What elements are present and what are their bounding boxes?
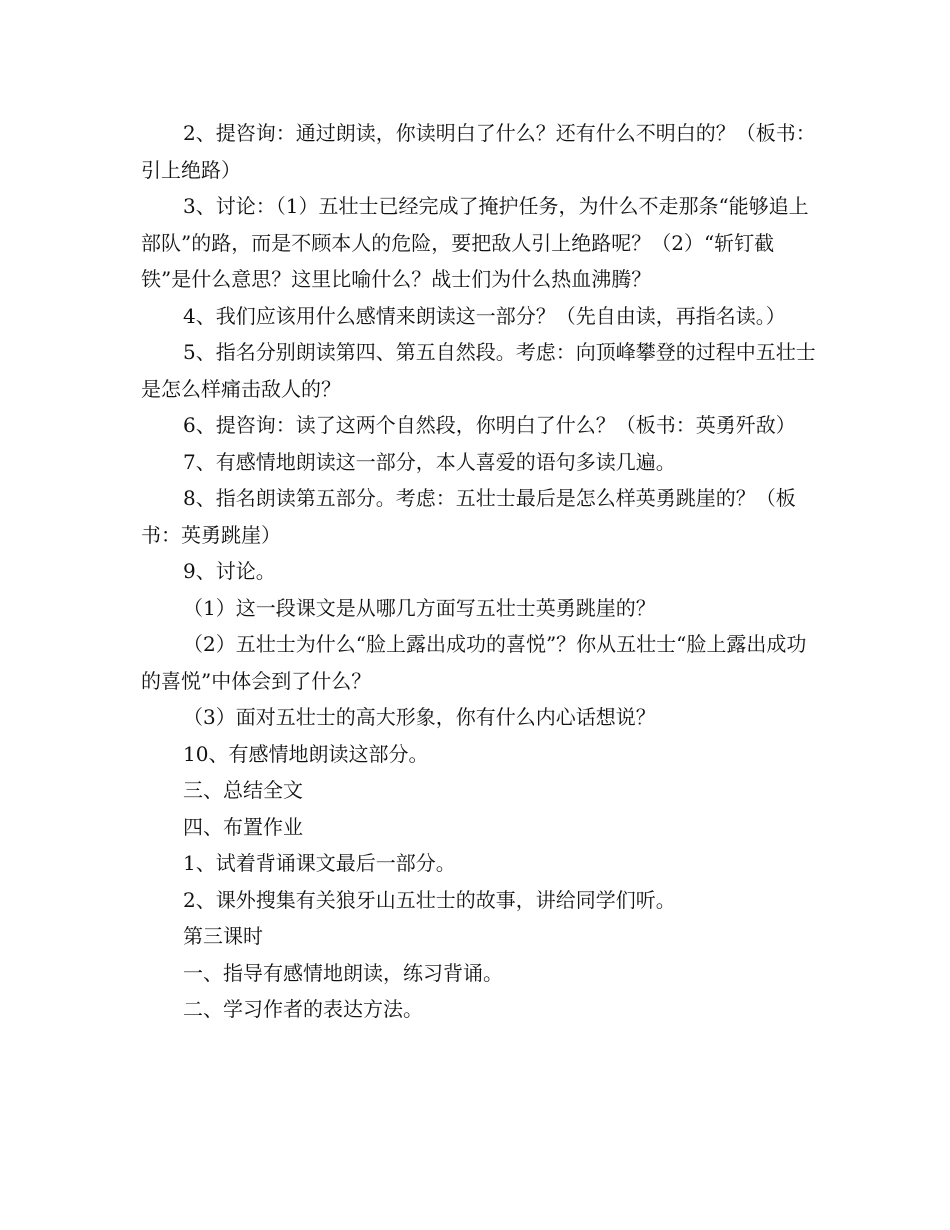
paragraph-item-6: 6、提咨询：读了这两个自然段，你明白了什么？（板书：英勇歼敌） (183, 413, 796, 437)
section-heading-homework: 四、布置作业 (183, 814, 303, 839)
discussion-question-2: （2）五壮士为什么“脸上露出成功的喜悦”？你从五壮士“脸上露出成功的喜悦”中体会到了什么？ (141, 632, 807, 693)
paragraph-item-10: 10、有感情地朗读这部分。 (183, 741, 429, 766)
homework-item-2: 2、课外搜集有关狼牙山五壮士的故事，讲给同学们听。 (183, 887, 676, 912)
lesson-step-1: 一、指导有感情地朗读，练习背诵。 (183, 960, 503, 985)
paragraph-item-2: 2、提咨询：通过朗读，你读明白了什么？还有什么不明白的？（板书：引上绝路） (141, 121, 816, 182)
paragraph-item-3: 3、讨论：（1）五壮士已经完成了掩护任务，为什么不走那条“能够追上部队”的路，而是不顾本人的危险，要把敌人引上绝路呢？（2）“斩钉截铁”是什么意思？这里比喻什么？战士们为什么热血沸腾？ (141, 194, 809, 291)
discussion-question-1: （1）这一段课文是从哪几方面写五壮士英勇跳崖的？ (183, 595, 656, 620)
discussion-question-3: （3）面对五壮士的高大形象，你有什么内心话想说？ (183, 705, 656, 729)
paragraph-item-7: 7、有感情地朗读这一部分，本人喜爱的语句多读几遍。 (183, 449, 676, 474)
lesson-step-2: 二、学习作者的表达方法。 (183, 997, 423, 1021)
paragraph-item-5: 5、指名分别朗读第四、第五自然段。考虑：向顶峰攀登的过程中五壮士是怎么样痛击敌人的？ (141, 340, 816, 401)
paragraph-item-8: 8、指名朗读第五部分。考虑：五壮士最后是怎么样英勇跳崖的？（板书：英勇跳崖） (141, 486, 796, 547)
homework-item-1: 1、试着背诵课文最后一部分。 (183, 851, 456, 875)
section-heading-summary: 三、总结全文 (183, 778, 303, 802)
paragraph-item-4: 4、我们应该用什么感情来朗读这一部分？（先自由读，再指名读。） (183, 303, 786, 328)
document-body (141, 115, 821, 1028)
paragraph-item-9: 9、讨论。 (183, 559, 276, 583)
lesson-heading-third: 第三课时 (183, 924, 263, 948)
